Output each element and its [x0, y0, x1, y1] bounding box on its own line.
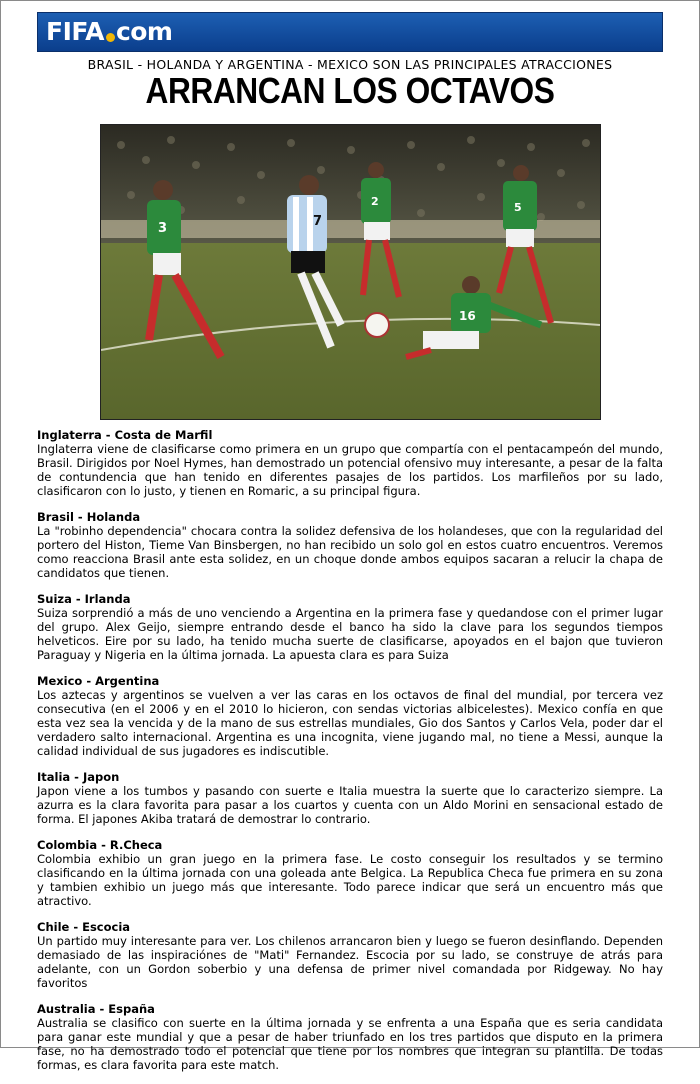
- article-body: Inglaterra viene de clasificarse como primera en un grupo que compartía con el pentacampeón del mundo, Brasil. Dirigidos por Noel Hymes, han demostrado un potencial ofensivo muy interesante, a pesar de la falta de contundencia que han tenido en diferentes pasajes de los partidos. Los marfileños por su lado, clasificaron con lo justo, y tienen en Romaric, a su principal figura.: [37, 442, 663, 498]
- article-title: Italia - Japon: [37, 770, 120, 784]
- fifa-banner[interactable]: [37, 12, 663, 52]
- kicker: BRASIL - HOLANDA Y ARGENTINA - MEXICO SON LAS PRINCIPALES ATRACCIONES: [87, 57, 613, 72]
- article: [37, 592, 663, 662]
- article-title: Mexico - Argentina: [37, 674, 160, 688]
- article-body: Los aztecas y argentinos se vuelven a ver las caras en los octavos de final del mundial, por tercera vez consecutiva (en el 2006 y en el 2010 lo hicieron, con sendas victorias albicelestes). Mexico confía en que esta vez sea la vencida y de la mano de sus estrellas mundiales, Gio dos Santos y Carlos Vela, poder dar el verdadero salto internacional. Argentina es una incognita, viene jugando mal, no tiene a Messi, aunque la calidad individual de sus jugadores es indiscutible.: [37, 688, 663, 758]
- article: [37, 770, 663, 826]
- fifa-logo[interactable]: [46, 15, 172, 49]
- article-body: La "robinho dependencia" chocara contra la solidez defensiva de los holandeses, que con la regularidad del portero del Histon, Tieme Van Binsbergen, no han recibido un solo gol en estos cuatro encuentros. Veremos como reacciona Brasil ante esta solidez, en un choque donde ambos equipos sacaran a relucir la chapa de candidatos que tienen.: [37, 524, 663, 580]
- jersey-number: 7: [313, 214, 323, 229]
- headline: ARRANCAN LOS OCTAVOS: [145, 70, 555, 111]
- jersey-number: 2: [371, 195, 379, 208]
- jersey-number: 3: [158, 221, 168, 236]
- article: [37, 510, 663, 580]
- article: [37, 920, 663, 990]
- logo-ball-icon: [106, 33, 115, 42]
- article-title: Brasil - Holanda: [37, 510, 141, 524]
- article: [37, 838, 663, 908]
- logo-prefix: FIFA: [46, 17, 104, 46]
- article-body: Australia se clasifico con suerte en la última jornada y se enfrenta a una España que es seria candidata para ganar este mundial y que a pesar de haber triunfado en los tres partidos que disputo en la primera fase, no ha demostrado todo el potencial que tiene por los nombres que integran su plantilla. De todas formas, es clara favorita para este match.: [37, 1016, 663, 1072]
- article: [37, 428, 663, 498]
- article-body: Suiza sorprendió a más de uno venciendo a Argentina en la primera fase y quedandose con el primer lugar del grupo. Alex Geijo, siempre entrando desde el banco ha sido la clave para los segundos tiempos helveticos. Eire por su lado, ha tenido mucha suerte de clasificarse, apoyados en el bajon que tuvieron Paraguay y Nigeria en la última jornada. La apuesta clara es para Suiza: [37, 606, 663, 662]
- articles: [37, 428, 663, 1084]
- article: [37, 1002, 663, 1072]
- article-title: Suiza - Irlanda: [37, 592, 131, 606]
- article-body: Japon viene a los tumbos y pasando con suerte e Italia muestra la suerte que lo caracterizo siempre. La azurra es la clara favorita para pasar a los cuartos y cuenta con un Aldo Morini en sensacional estado de forma. El japones Akiba tratará de demostrar lo contrario.: [37, 784, 663, 826]
- ball: [365, 313, 389, 337]
- article-body: Colombia exhibio un gran juego en la primera fase. Le costo conseguir los resultados y se termino clasificando en la última jornada con una goleada ante Belgica. La Republica Checa fue primera en su zona y tambien exhibio un juego más que interesante. Todo parece indicar que será un encuentro más que atractivo.: [37, 852, 663, 908]
- article-title: Australia - España: [37, 1002, 155, 1016]
- match-photo: [100, 124, 601, 420]
- article-title: Inglaterra - Costa de Marfil: [37, 428, 213, 442]
- article: [37, 674, 663, 758]
- jersey-number: 5: [514, 201, 522, 214]
- article-title: Colombia - R.Checa: [37, 838, 163, 852]
- jersey-number: 16: [459, 309, 476, 323]
- article-body: Un partido muy interesante para ver. Los chilenos arrancaron bien y luego se fueron desinflando. Dependen demasiado de las inspiraciónes de "Mati" Fernandez. Escocia por su lado, se construye de atrás para adelante, con un Gordon soberbio y una defensa de primer nivel comandada por Ridgeway. No hay favoritos: [37, 934, 663, 990]
- logo-suffix: com: [115, 17, 173, 46]
- match-photo-illustration: [101, 125, 600, 419]
- article-title: Chile - Escocia: [37, 920, 131, 934]
